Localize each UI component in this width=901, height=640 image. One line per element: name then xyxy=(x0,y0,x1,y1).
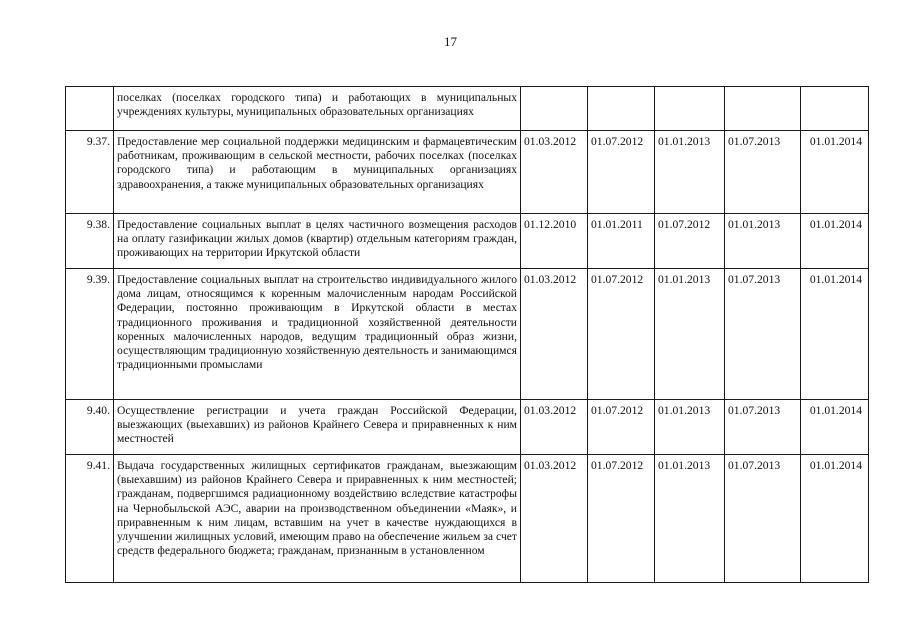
date-cell: 01.01.2013 xyxy=(655,269,725,400)
date-cell: 01.01.2013 xyxy=(725,214,801,269)
service-description-text: Предоставление социальных выплат в целях частичного возмещения расходов на оплату газификации жилых домов (квартир) отдельным категориям граждан, проживающих на территории Иркутской области xyxy=(117,218,517,260)
date-cell: 01.01.2014 xyxy=(801,131,869,214)
date-cell xyxy=(655,87,725,131)
service-description-text: поселках (поселках городского типа) и работающих в муниципальных учреждениях культуры, муниципальных образовательных организациях xyxy=(117,91,517,119)
date-cell: 01.01.2014 xyxy=(801,400,869,455)
service-description xyxy=(114,87,521,131)
date-cell: 01.01.2011 xyxy=(588,214,655,269)
row-number xyxy=(66,87,114,131)
row-number: 9.39. xyxy=(66,269,114,400)
services-table xyxy=(65,86,869,583)
table-row xyxy=(66,131,869,214)
row-number: 9.41. xyxy=(66,455,114,583)
date-cell: 01.03.2012 xyxy=(521,269,588,400)
row-number: 9.38. xyxy=(66,214,114,269)
date-cell: 01.01.2013 xyxy=(655,400,725,455)
table-row xyxy=(66,400,869,455)
row-number: 9.40. xyxy=(66,400,114,455)
date-cell: 01.07.2012 xyxy=(655,214,725,269)
table-row xyxy=(66,87,869,131)
service-description-text: Предоставление социальных выплат на строительство индивидуального жилого дома лицам, относящимся к коренным малочисленным народам Российской Федерации, постоянно проживающим в Иркутской области в местах традиционного проживания и традиционной хозяйственной деятельности коренных малочисленных народов, ведущим традиционный образ жизни, осуществляющим традиционную хозяйственную деятельность и занимающимся традиционными промыслами xyxy=(117,273,517,372)
date-cell: 01.07.2012 xyxy=(588,269,655,400)
date-cell: 01.01.2013 xyxy=(655,455,725,583)
date-cell: 01.01.2014 xyxy=(801,214,869,269)
service-description-text: Осуществление регистрации и учета граждан Российской Федерации, выезжающих (выехавших) из районов Крайнего Севера и приравненных к ним местностей xyxy=(117,404,517,446)
date-cell xyxy=(801,87,869,131)
date-cell xyxy=(588,87,655,131)
table-row xyxy=(66,455,869,583)
service-description xyxy=(114,214,521,269)
date-cell: 01.07.2013 xyxy=(725,269,801,400)
row-number: 9.37. xyxy=(66,131,114,214)
date-cell: 01.03.2012 xyxy=(521,400,588,455)
page-number: 17 xyxy=(444,34,457,49)
service-description xyxy=(114,131,521,214)
date-cell: 01.03.2012 xyxy=(521,131,588,214)
date-cell: 01.01.2014 xyxy=(801,269,869,400)
date-cell xyxy=(521,87,588,131)
table-row xyxy=(66,269,869,400)
service-description xyxy=(114,269,521,400)
date-cell: 01.03.2012 xyxy=(521,455,588,583)
date-cell: 01.12.2010 xyxy=(521,214,588,269)
service-description xyxy=(114,455,521,583)
date-cell: 01.01.2013 xyxy=(655,131,725,214)
date-cell: 01.01.2014 xyxy=(801,455,869,583)
date-cell: 01.07.2013 xyxy=(725,455,801,583)
date-cell: 01.07.2012 xyxy=(588,400,655,455)
date-cell: 01.07.2012 xyxy=(588,455,655,583)
date-cell: 01.07.2013 xyxy=(725,131,801,214)
date-cell xyxy=(725,87,801,131)
service-description xyxy=(114,400,521,455)
table-row xyxy=(66,214,869,269)
date-cell: 01.07.2012 xyxy=(588,131,655,214)
date-cell: 01.07.2013 xyxy=(725,400,801,455)
service-description-text: Выдача государственных жилищных сертификатов гражданам, выезжающим (выехавшим) из районов Крайнего Севера и приравненных к ним местностей; гражданам, подвергшимся радиационному воздействию вследствие катастрофы на Чернобыльской АЭС, аварии на производственном объединении «Маяк», и приравненным к ним лицам, вставшим на учет в качестве нуждающихся в улучшении жилищных условий, имеющим право на обеспечение жильем за счет средств федерального бюджета; гражданам, признанным в установленном xyxy=(117,459,517,558)
service-description-text: Предоставление мер социальной поддержки медицинским и фармацевтическим работникам, проживающим в сельской местности, рабочих поселках (поселках городского типа) и работающим в муниципальных организациях здравоохранения, а также муниципальных образовательных организациях xyxy=(117,135,517,191)
